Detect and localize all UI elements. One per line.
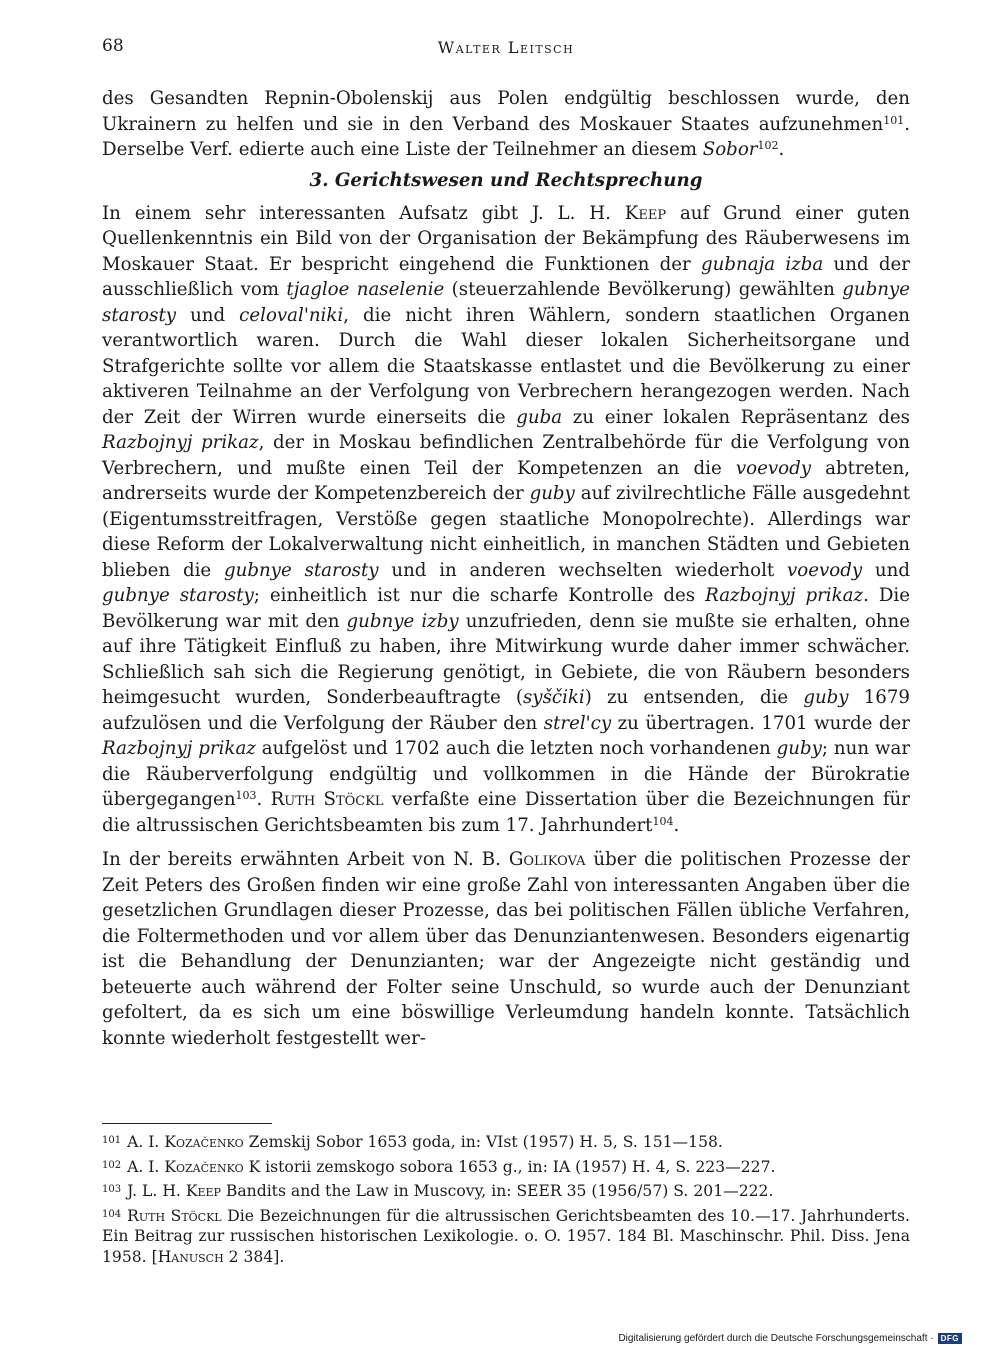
footnotes	[102, 1132, 910, 1267]
text-run: über die politischen Prozesse der Zeit Peters des Großen finden wir eine große Zahl von interessanten Angaben über die gesetzlichen Grundlagen dieser Prozesse, das bei politischen Fällen übliche Verfahren, die Foltermethoden und vor allem über das Denunziantenwesen. Besonders eigenartig ist die Behandlung der Denunzianten; war der Angezeigte nicht geständig und beteuerte auch während der Folter seine Unschuld, so wurde auch der Denunziant gefoltert, da es sich um eine böswillige Verleumdung handeln konnte. Tatsächlich konnte wiederholt festgestellt wer-	[102, 849, 910, 1049]
paragraph-3	[102, 847, 910, 1051]
text-run: abtreten, andrerseits wurde der Kompetenzbereich der	[102, 457, 910, 504]
running-head: Walter Leitsch	[437, 38, 575, 57]
text-run: und	[176, 304, 240, 326]
author-name: Golikova	[508, 849, 586, 870]
footnote-text: K istorii zemskogo sobora 1653 g., in: IA (1957) H. 4, S. 223—227.	[243, 1157, 776, 1176]
italic-term: syščiki	[522, 687, 585, 708]
footnote-number: 102	[102, 1159, 122, 1171]
paragraph-1	[102, 86, 910, 163]
footnote-ref-101: 101	[883, 113, 905, 127]
text-run: (steuerzahlende Bevölkerung) gewählten	[444, 279, 843, 300]
italic-term: gubnye izby	[346, 610, 459, 632]
author-name: Keep	[624, 202, 667, 224]
section-heading: 3. Gerichtswesen und Rechtsprechung	[309, 169, 703, 191]
italic-term: voevody	[735, 457, 812, 479]
text-run: 1679 aufzulösen und die Verfolgung der Räuber den	[102, 687, 910, 734]
dfg-logo-icon: DFG	[938, 1333, 962, 1344]
page-header	[102, 36, 910, 64]
footnote-author: Hanusch	[157, 1247, 224, 1266]
author-name: Ruth Stöckl	[270, 789, 384, 810]
footnote-author: Ruth Stöckl	[127, 1206, 222, 1225]
footnote-ref-104: 104	[652, 814, 674, 828]
italic-term: celoval'niki	[239, 304, 344, 326]
text-run: ) zu entsenden, die	[584, 687, 804, 708]
footnote-author: A. I. Kozačenko	[127, 1157, 244, 1176]
text-run: . Die Bevölkerung war mit den	[102, 585, 911, 632]
paragraph-2	[102, 201, 910, 839]
italic-term: guba	[516, 406, 563, 428]
footnote-divider	[102, 1123, 272, 1124]
footnote-text: Bandits and the Law in Muscovy, in: SEER 35 (1956/57) S. 201—222.	[220, 1182, 774, 1200]
italic-term: strel'cy	[543, 712, 612, 734]
body-text	[102, 86, 910, 1051]
text-run: zu übertragen. 1701 wurde der	[611, 712, 911, 734]
text-run: , der in Moskau befindlichen Zentralbehörde für die Verfolgung von Verbrechern, und mußte einen Teil der Kompetenzen an die	[102, 432, 910, 479]
footnote-text: 2 384].	[223, 1247, 285, 1266]
text-run: und in anderen wechselten wiederholt	[378, 559, 787, 581]
text-run: und	[862, 559, 910, 581]
footnote-number: 104	[102, 1208, 122, 1220]
text-run: .	[778, 139, 785, 160]
text-run: ; nun war die Räuberverfolgung endgültig und vollkommen in die Hände der Bürokratie übergegangen	[102, 738, 911, 810]
text-run: , die nicht ihren Wählern, sondern staatlichen Organen verantwortlich waren. Durch die Wahl dieser lokalen Sicherheitsorgane und Strafgerichte sollte vor allem die Staatskasse entlastet und die Bevölkerung zu einer aktiveren Teilnahme an der Verfolgung von Verbrechern herangezogen werden. Nach der Zeit der Wirren wurde einerseits die	[102, 304, 910, 428]
text-run: auf zivilrechtliche Fälle ausgedehnt (Eigentumsstreitfragen, Verstöße gegen staatliche Monopolrechte). Allerdings war diese Reform der Lokalverwaltung nicht einheitlich, in manchen Städten und Gebieten blieben die	[102, 483, 910, 581]
italic-term: gubnye starosty	[102, 585, 254, 606]
italic-term: tjagloe naselenie	[286, 279, 445, 300]
footnote-author: A. I. Kozačenko	[127, 1133, 244, 1151]
footnote-101	[102, 1132, 910, 1153]
footnote-104	[102, 1206, 910, 1268]
italic-term: guby	[529, 483, 575, 504]
footnote-102	[102, 1157, 910, 1178]
italic-term: Sobor	[702, 139, 758, 160]
italic-term: guby	[776, 738, 822, 759]
footnote-ref-102: 102	[757, 139, 779, 152]
italic-term: gubnaja izba	[701, 253, 824, 275]
footnote-103	[102, 1181, 910, 1202]
text-run: zu einer lokalen Repräsentanz des	[562, 406, 910, 428]
italic-term: Razbojnyj prikaz	[705, 585, 864, 606]
text-run: und der ausschließlich vom	[102, 253, 910, 300]
italic-term: Razbojnyj prikaz	[102, 738, 256, 759]
text-run: aufgelöst und 1702 auch die letzten noch vorhandenen	[255, 738, 777, 759]
digitization-credit	[618, 1333, 962, 1344]
page-number: 68	[102, 36, 124, 56]
text-run: auf Grund einer guten Quellenkenntnis ein Bild von der Organisation der Bekämpfung des Räuberwesens im Moskauer Staat. Er bespricht eingehend die Funktionen der	[102, 202, 910, 275]
text-run: In der bereits erwähnten Arbeit von N. B.	[102, 849, 509, 870]
text-run: .	[256, 789, 271, 810]
italic-term: gubnye starosty	[223, 559, 379, 581]
italic-term: guby	[803, 687, 849, 708]
text-run: .	[673, 814, 680, 836]
text-run: verfaßte eine Dissertation über die Bezeichnungen für die altrussischen Gerichtsbeamten bis zum 17. Jahrhundert	[102, 789, 910, 836]
text-run: des Gesandten Repnin-Obolenskij aus Polen endgültig beschlossen wurde, den Ukrainern zu helfen und sie in den Verband des Moskauer Staates aufzunehmen	[102, 88, 910, 135]
italic-term: Razbojnyj prikaz	[102, 432, 259, 453]
footnote-number: 103	[102, 1184, 122, 1195]
text-run: ; einheitlich ist nur die scharfe Kontrolle des	[253, 585, 706, 606]
italic-term: gubnye starosty	[102, 279, 910, 326]
italic-term: voevody	[787, 559, 863, 581]
footnote-text: Die Bezeichnungen für die altrussischen Gerichtsbeamten des 10.—17. Jahrhunderts. Ein Beitrag zur russischen historischen Lexikologie. o. O. 1957. 184 Bl. Maschinschr. Phil. Diss. Jena 1958. [	[102, 1206, 910, 1266]
footnote-author: J. L. H. Keep	[127, 1182, 221, 1200]
footnote-number: 101	[102, 1135, 122, 1146]
digitization-text: Digitalisierung gefördert durch die Deutsche Forschungsgemeinschaft ·	[618, 1333, 934, 1344]
footnote-text: Zemskij Sobor 1653 goda, in: VIst (1957) H. 5, S. 151—158.	[243, 1133, 723, 1151]
text-run: . Derselbe Verf. edierte auch eine Liste der Teilnehmer an diesem	[102, 113, 910, 160]
footnote-ref-103: 103	[235, 789, 257, 802]
text-run: In einem sehr interessanten Aufsatz gibt J. L. H.	[102, 202, 625, 224]
text-run: unzufrieden, denn sie mußte sie erhalten, ohne auf ihre Tätigkeit Einfluß zu haben, ihre Mitwirkung wurde daher immer schwächer. Schließlich sah sich die Regierung genötigt, in Gebiete, die von Räubern besonders heimgesucht wurden, Sonderbeauftragte (	[102, 610, 910, 708]
